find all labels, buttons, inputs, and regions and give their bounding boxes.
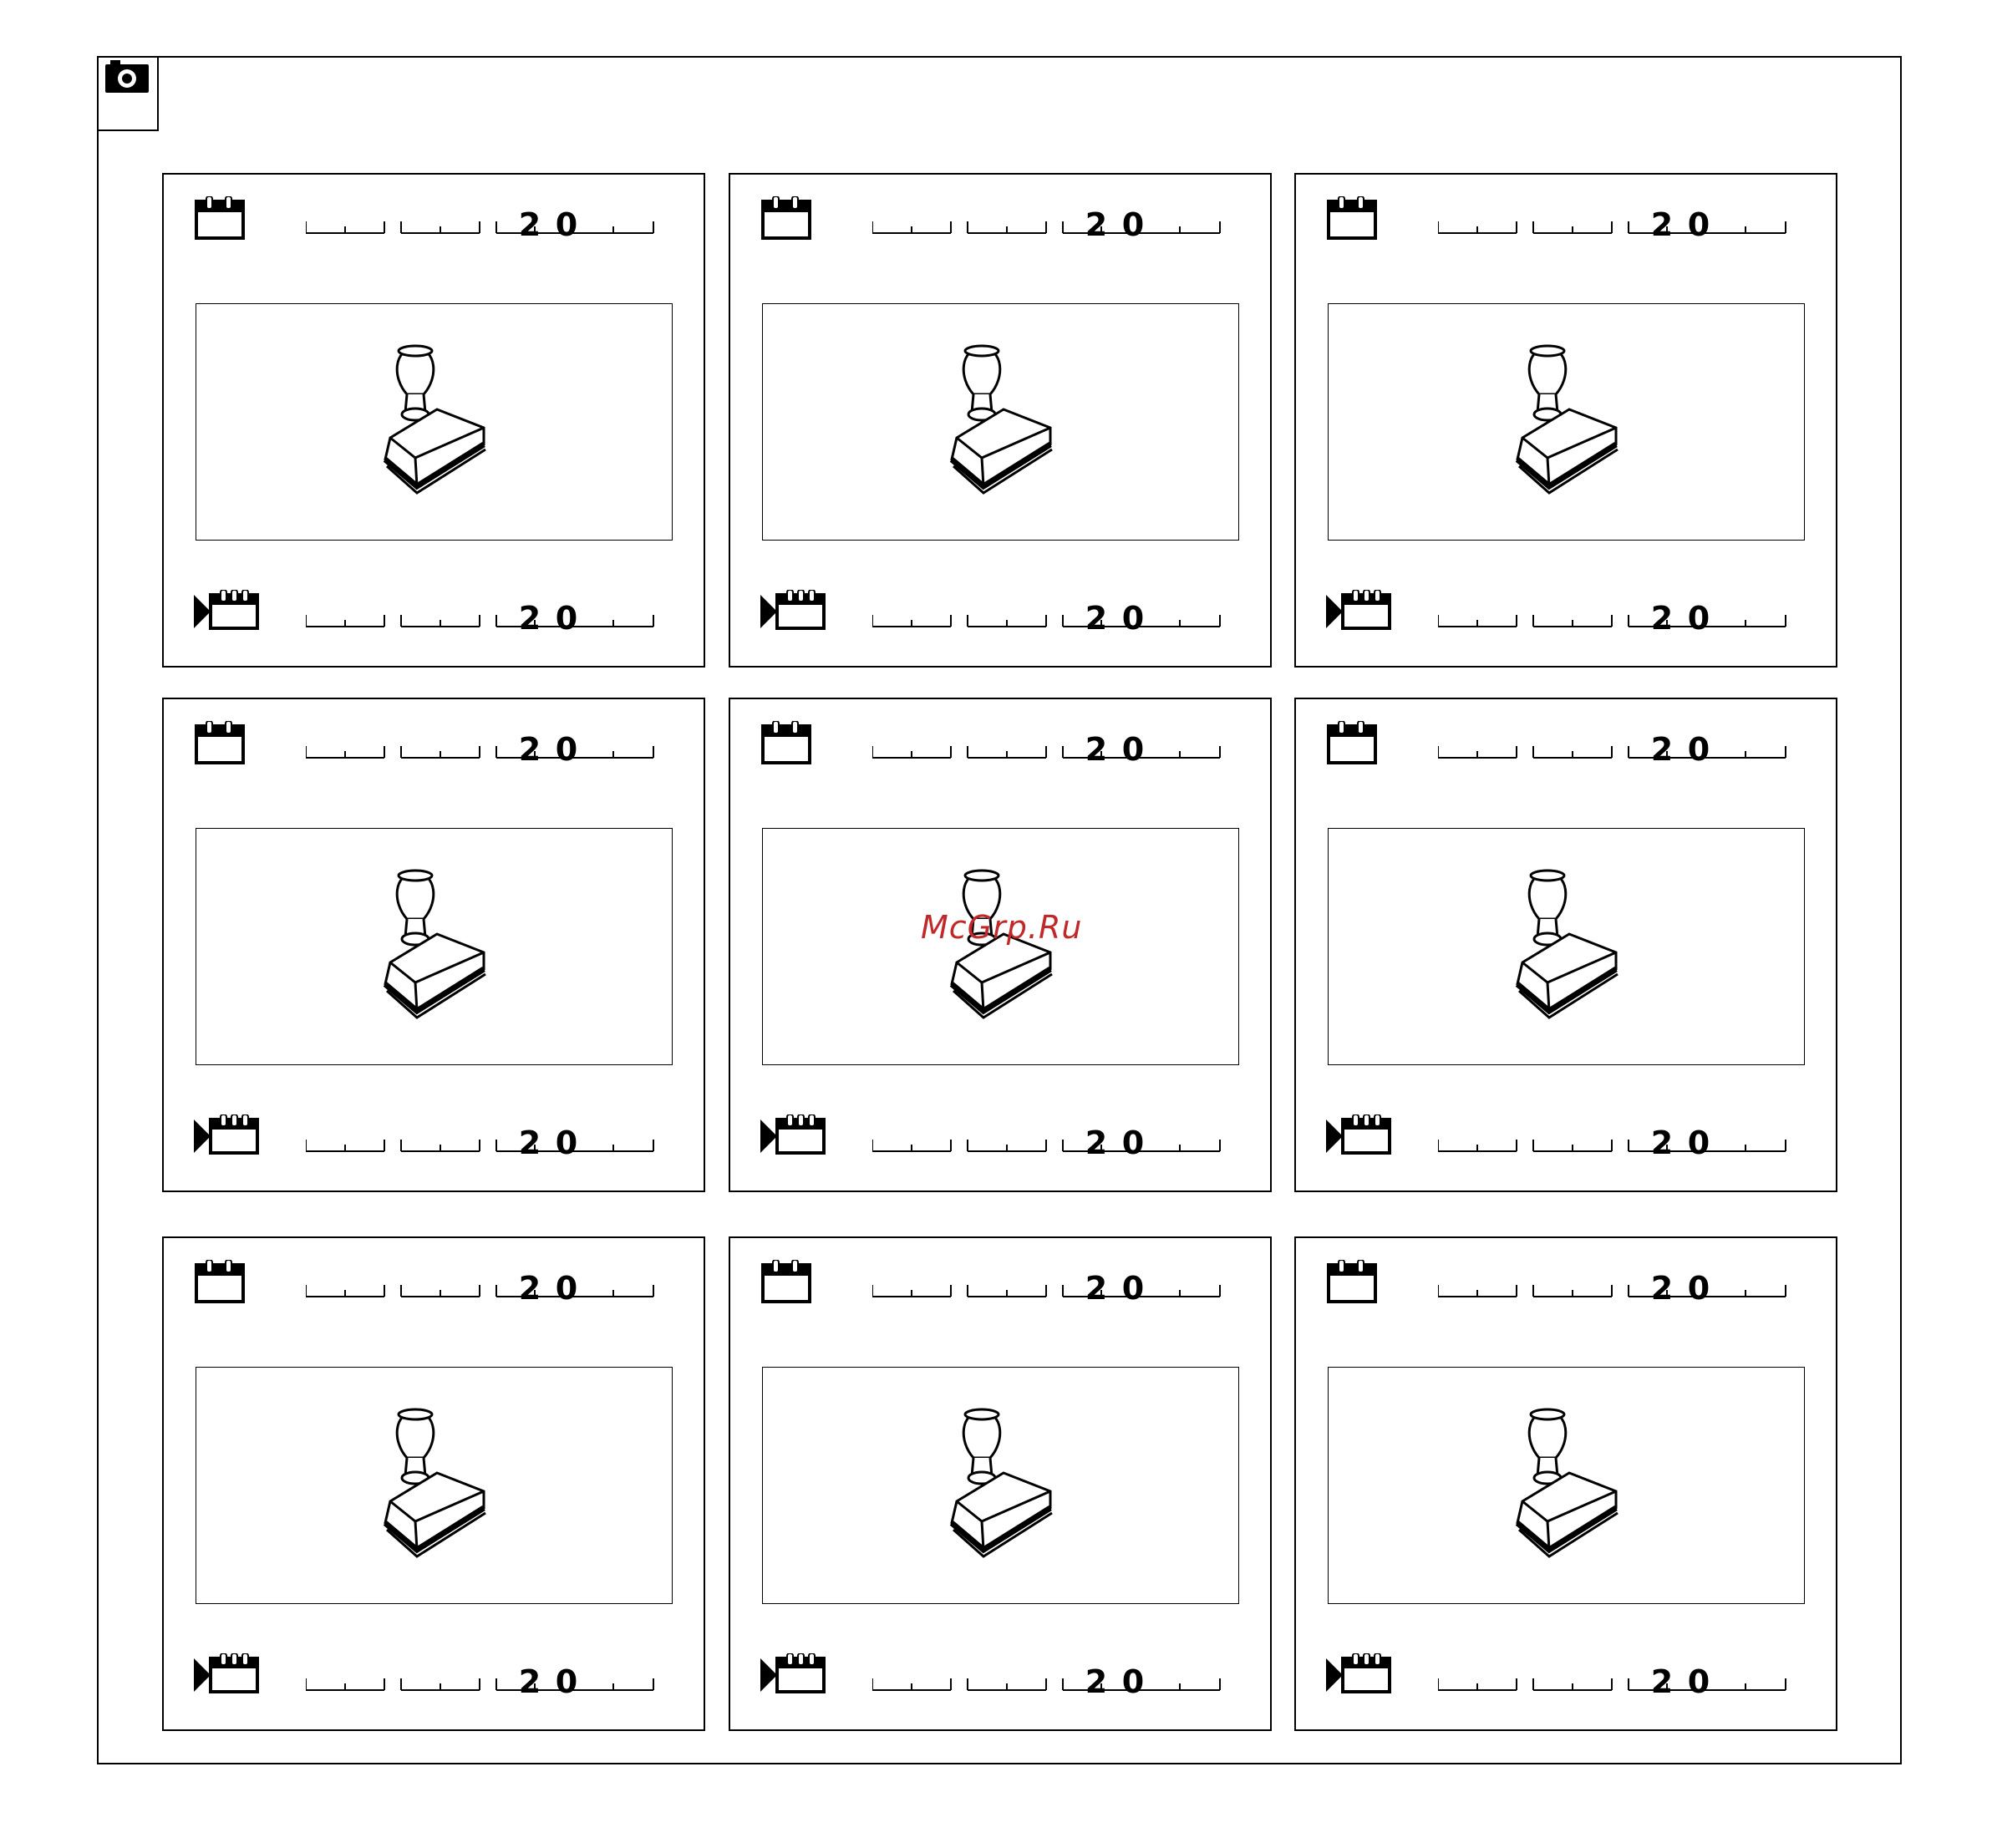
year-prefix: 2 0 (1085, 731, 1145, 768)
date-ticks (1438, 216, 1789, 238)
year-prefix: 2 0 (518, 600, 578, 637)
year-prefix: 2 0 (1650, 731, 1710, 768)
playback-date-row (164, 1653, 704, 1703)
record-date-row (1296, 1260, 1836, 1310)
year-prefix: 2 0 (1650, 1663, 1710, 1700)
year-prefix: 2 0 (1085, 600, 1145, 637)
playback-date-row (1296, 1653, 1836, 1703)
date-ticks (306, 1673, 657, 1695)
play-calendar-icon (760, 1653, 827, 1700)
year-prefix: 2 0 (1650, 206, 1710, 243)
playback-date-row (164, 1114, 704, 1165)
stamp-box (1328, 1367, 1805, 1604)
date-card (162, 173, 705, 668)
playback-date-row (1296, 1114, 1836, 1165)
record-date-row (730, 721, 1270, 771)
year-prefix: 2 0 (1650, 600, 1710, 637)
calendar-icon (195, 1260, 245, 1307)
date-ticks (872, 1135, 1223, 1156)
calendar-icon (1327, 196, 1377, 243)
year-prefix: 2 0 (518, 731, 578, 768)
date-ticks (306, 741, 657, 763)
calendar-icon (761, 196, 811, 243)
stamp-box (196, 1367, 673, 1604)
play-calendar-icon (760, 590, 827, 637)
watermark: McGrp.Ru (921, 909, 1083, 946)
play-calendar-icon (194, 590, 261, 637)
record-date-row (164, 1260, 704, 1310)
record-date-row (730, 1260, 1270, 1310)
date-card (1294, 698, 1837, 1192)
date-card (1294, 173, 1837, 668)
date-ticks (306, 1280, 657, 1302)
stamp-box (1328, 303, 1805, 541)
year-prefix: 2 0 (1085, 1125, 1145, 1161)
year-prefix: 2 0 (518, 1270, 578, 1307)
calendar-icon (195, 196, 245, 243)
date-ticks (1438, 1135, 1789, 1156)
stamp-box (1328, 828, 1805, 1065)
date-card (1294, 1236, 1837, 1731)
play-calendar-icon (194, 1114, 261, 1161)
year-prefix: 2 0 (1085, 1663, 1145, 1700)
year-prefix: 2 0 (518, 1663, 578, 1700)
calendar-icon (1327, 1260, 1377, 1307)
play-calendar-icon (1326, 590, 1393, 637)
record-date-row (730, 196, 1270, 246)
camera-tab (97, 56, 159, 131)
date-card (162, 1236, 705, 1731)
calendar-icon (761, 721, 811, 768)
playback-date-row (730, 1114, 1270, 1165)
play-calendar-icon (760, 1114, 827, 1161)
date-ticks (1438, 1280, 1789, 1302)
year-prefix: 2 0 (1085, 206, 1145, 243)
stamp-box (762, 303, 1239, 541)
date-ticks (306, 216, 657, 238)
year-prefix: 2 0 (1650, 1125, 1710, 1161)
record-date-row (164, 196, 704, 246)
date-ticks (872, 216, 1223, 238)
playback-date-row (730, 590, 1270, 640)
year-prefix: 2 0 (1085, 1270, 1145, 1307)
play-calendar-icon (1326, 1653, 1393, 1700)
record-date-row (164, 721, 704, 771)
date-ticks (1438, 741, 1789, 763)
playback-date-row (1296, 590, 1836, 640)
record-date-row (1296, 721, 1836, 771)
play-calendar-icon (1326, 1114, 1393, 1161)
date-ticks (872, 741, 1223, 763)
date-ticks (872, 1280, 1223, 1302)
date-ticks (306, 1135, 657, 1156)
calendar-icon (1327, 721, 1377, 768)
date-card (729, 173, 1272, 668)
year-prefix: 2 0 (518, 1125, 578, 1161)
date-ticks (872, 1673, 1223, 1695)
date-ticks (306, 610, 657, 632)
stamp-box (196, 828, 673, 1065)
playback-date-row (164, 590, 704, 640)
date-ticks (1438, 610, 1789, 632)
record-date-row (1296, 196, 1836, 246)
stamp-box (762, 828, 1239, 1065)
playback-date-row (730, 1653, 1270, 1703)
stamp-box (196, 303, 673, 541)
calendar-icon (195, 721, 245, 768)
date-card (162, 698, 705, 1192)
date-ticks (1438, 1673, 1789, 1695)
year-prefix: 2 0 (1650, 1270, 1710, 1307)
calendar-icon (761, 1260, 811, 1307)
date-card (729, 1236, 1272, 1731)
stamp-box (762, 1367, 1239, 1604)
year-prefix: 2 0 (518, 206, 578, 243)
date-ticks (872, 610, 1223, 632)
camera-icon (104, 59, 150, 96)
play-calendar-icon (194, 1653, 261, 1700)
